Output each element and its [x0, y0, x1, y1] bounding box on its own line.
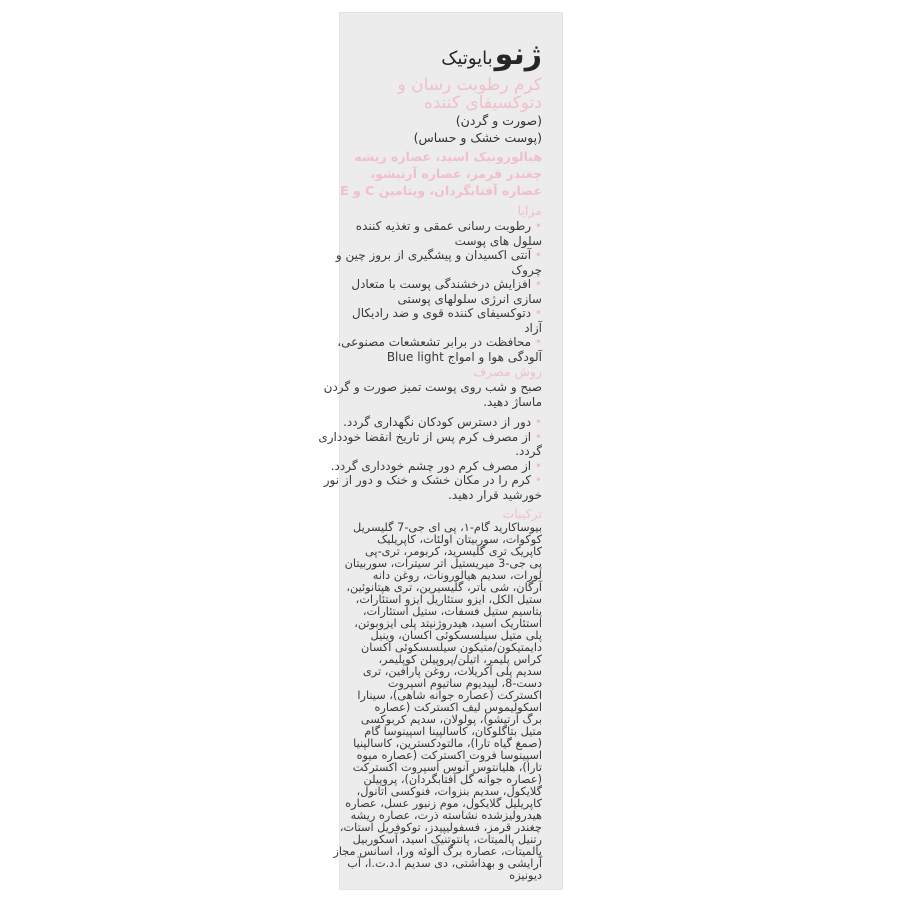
line-text: رتنیل پالمیتات، پانتوتنیک اسید، آسکوربیل [352, 833, 542, 846]
box-text-column [318, 34, 542, 882]
line-text: دست-8، لپیدیوم ساتیوم اسپروت [387, 677, 542, 690]
line-text: سازی انرژی سلولهای پوستی [397, 291, 542, 306]
line-text: دور از دسترس کودکان نگهداری گردد. [343, 415, 532, 429]
line-text: کوکوات، سوربیتان اولئات، کاپریلیک [377, 533, 542, 546]
benefits-section [336, 203, 542, 364]
line-text: آزاد [524, 320, 542, 335]
line-text: متیل بتاگلوکان، کاسالپینا اسپینوسا گام [364, 725, 542, 738]
text-line [336, 219, 542, 234]
subtitle-line: (پوست خشک و حساس) [413, 130, 542, 145]
text-line [336, 292, 542, 307]
warnings-list [318, 415, 542, 502]
text-line [318, 459, 542, 474]
text-line [336, 335, 542, 350]
key-ingredients-line: هیالورونیک اسید، عصاره ریشه [354, 149, 542, 164]
bullet-icon: • [531, 219, 542, 233]
line-text: از مصرف کرم دور چشم خودداری گردد. [330, 458, 532, 473]
line-text: پلی متیل سیلسسکوئی اکسان، وینیل [370, 629, 542, 642]
line-text: آلودگی هوا و امواج Blue light [386, 349, 542, 364]
text-line [333, 870, 542, 882]
line-text: کرم را در مکان خشک و خنک و دور از نور [323, 473, 532, 487]
line-text: برگ آرتیشو)، پولولان، سدیم کربوکسی [360, 713, 542, 726]
text-line [336, 306, 542, 321]
text-line [318, 430, 542, 445]
line-text: دیونیزه [509, 869, 542, 882]
text-line [318, 444, 542, 459]
product-title [398, 76, 542, 112]
line-text: ماساژ دهید. [483, 394, 542, 409]
line-text: پتاسیم ستیل فسفات، ستیل استئارات، [362, 605, 542, 618]
text-line [336, 321, 542, 336]
usage-text [324, 380, 542, 409]
benefits-list [336, 219, 542, 364]
line-text: (صمغ گیاه تارا)، مالتودکسترین، کاسالپنیا [353, 737, 542, 750]
bullet-icon: • [531, 473, 542, 487]
line-text: آرایشی و بهداشتی، دی سدیم ا.د.ت.ا، آب [347, 857, 542, 870]
title-line: دتوکسیفای کننده [423, 93, 542, 113]
bullet-icon: • [531, 306, 542, 320]
line-text: کاپریلیل گلایکول، موم زنبور عسل، عصاره [345, 797, 542, 810]
ingredients-list [333, 522, 542, 882]
text-line [318, 488, 542, 503]
line-text: دایمتیکون/متیکون سیلسسکوئی اکسان [361, 641, 542, 654]
line-text: کاپریک تری گلیسرید، کربومر، تری-پی [365, 545, 542, 558]
line-text: دتوکسیفای کننده قوی و ضد رادیکال [352, 306, 532, 320]
benefits-heading: مزایا [517, 203, 542, 218]
text-line [336, 277, 542, 292]
text-line [324, 395, 542, 410]
bullet-icon: • [531, 277, 542, 291]
bullet-icon: • [531, 248, 542, 262]
line-text: (عصاره جوانه گل آفتابگردان)، پروپیلن [363, 773, 542, 786]
product-box-side [318, 12, 563, 890]
line-text: پی جی-3 میریستیل اتر سیترات، سوربیتان [344, 557, 542, 570]
bullet-icon: • [531, 335, 542, 349]
key-ingredients-line: عصاره آفتابگردان، ویتامین C و E [340, 183, 542, 198]
brand-name-large: ژنو [494, 37, 542, 72]
line-text: اسپینوسا فروت اکسترکت (عصاره میوه [356, 749, 542, 762]
text-line [336, 350, 542, 365]
line-text: صبح و شب روی پوست تمیز صورت و گردن [323, 380, 542, 394]
line-text: تارا)، هلیانتوس آنوس اسپروت اکسترکت [352, 761, 542, 774]
line-text: پالمیتات، عصاره برگ آلوئه ورا، اسانس مجاز [333, 845, 542, 858]
product-subtitle [414, 112, 542, 146]
line-text: کراس پلیمر، اتیلن/پروپیلن کوپلیمر، [378, 653, 542, 666]
line-text: آنتی اکسیدان و پیشگیری از بروز چین و [335, 248, 532, 262]
line-text: اسکولیموس لیف اکسترکت (عصاره [374, 701, 542, 714]
ingredients-section [333, 506, 542, 882]
text-line [324, 380, 542, 395]
line-text: چروک [511, 262, 542, 277]
usage-section [324, 364, 542, 409]
line-text: لورات، سدیم هیالورونات، روغن دانه [372, 569, 542, 582]
warnings-section [318, 415, 542, 502]
line-text: چغندر قرمز، فسفولیپیدز، توکوفریل استات، [339, 821, 542, 834]
line-text: محافظت در برابر تشعشعات مصنوعی، [337, 335, 532, 349]
title-line: کرم رطوبت رسان و [397, 75, 542, 95]
line-text: از مصرف کرم پس از تاریخ انقضا خودداری [318, 429, 532, 444]
line-text: اکسترکت (عصاره جوانه شاهی)، سینارا [357, 689, 542, 702]
line-text: هیدرولیزشده نشاسته ذرت، عصاره ریشه [350, 809, 542, 822]
line-text: استئاریک اسید، هیدروژنیتد پلی ایزوبوتن، [354, 617, 542, 630]
line-text: آرگان، شی باتر، گلیسیرین، تری هپتانوئین، [346, 581, 542, 594]
line-text: گردد. [515, 444, 542, 458]
text-line [318, 473, 542, 488]
line-text: رطوبت رسانی عمقی و تغذیه کننده [355, 219, 532, 233]
text-line [318, 415, 542, 430]
text-line [336, 248, 542, 263]
line-text: سلول های پوست [454, 233, 542, 248]
bullet-icon: • [531, 429, 542, 444]
usage-heading: روش مصرف [473, 364, 542, 379]
line-text: بیوساکارید گام-۱، پی ای جی-7 گلیسریل [353, 521, 542, 534]
bullet-icon: • [531, 415, 542, 429]
line-text: افزایش درخشندگی پوست با متعادل [351, 277, 532, 291]
line-text: سدیم پلی آکریلات، روغن پارافین، تری [362, 665, 542, 678]
line-text: خورشید قرار دهید. [448, 487, 542, 502]
bullet-icon: • [531, 458, 542, 473]
line-text: ستیل الکل، ایزو ستئاریل ایزو استئارات، [355, 593, 542, 606]
key-ingredients [340, 148, 542, 199]
brand-logo [441, 34, 542, 70]
text-line [336, 263, 542, 278]
line-text: گلایکول، سدیم بنزوات، فنوکسی اتانول، [356, 785, 542, 798]
ingredients-heading: ترکیبات [502, 506, 542, 521]
text-line [336, 234, 542, 249]
subtitle-line: (صورت و گردن) [455, 113, 542, 128]
key-ingredients-line: چغندر قرمز، عصاره آرتیشو، [370, 166, 542, 181]
brand-name-small: بایوتیک [441, 48, 493, 69]
